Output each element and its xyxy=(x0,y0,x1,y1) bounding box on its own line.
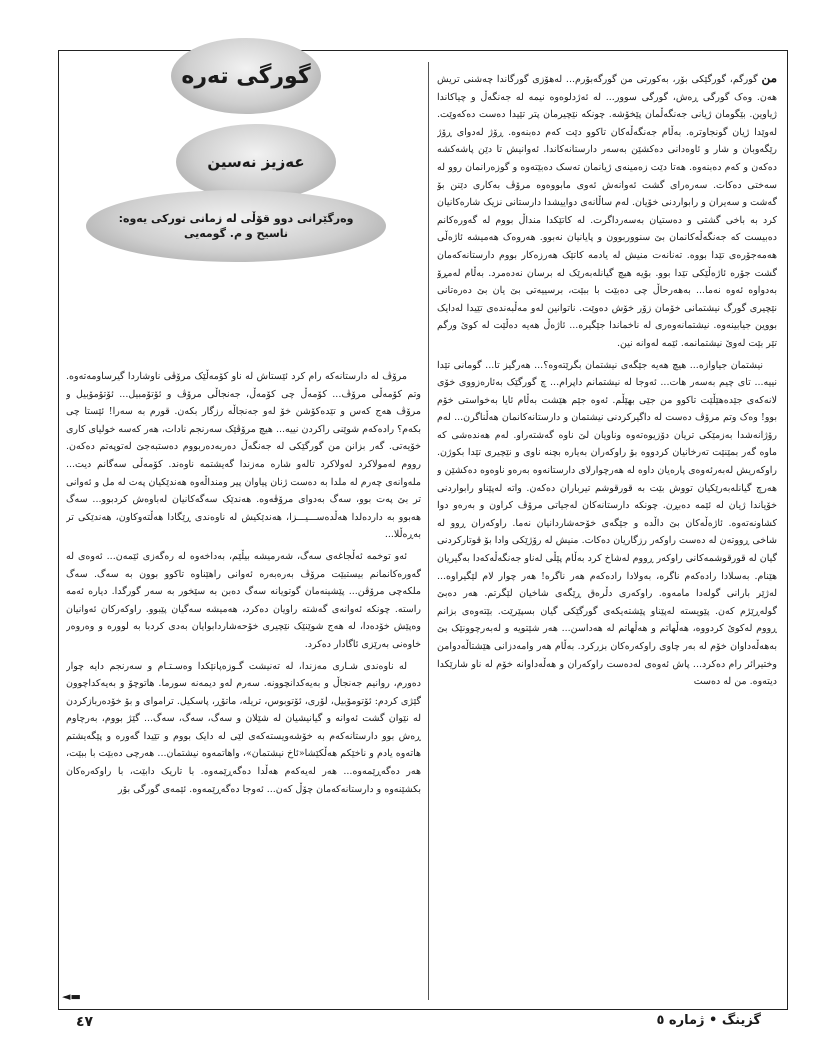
paragraph xyxy=(437,70,777,353)
continue-arrow-icon: ◄▬ xyxy=(62,990,81,1003)
article-author: عەزیز نەسین xyxy=(207,153,305,171)
paragraph-text: گورگم، گورگێکی بۆر، بەکورتی من گورگەبۆرم... لەهۆزی گورگاندا چەشنی تریش هەن. وەک گورگی ڕەش، گورگی سوور... لە ئەژدلوەوە نیمە لە جەنگەڵ و چیاکاندا ژیاوین. بێگومان ژیانی جەنگەڵمان پێخۆشە. چونکە نێچیرمان پتر تێیدا دەست دەکەوێت. لەوێدا ژیان گونجاوترە. بەڵام جەنگەڵەکان تاکوو دێت کەم دەبنەوە. ڕۆژ لەدوای ڕۆژ رێگەوبان و شار و ئاوەدانی دەکشێن بەسەر دارستانەکاندا. ئەوانیش تا دێن پاشەکشە دەکەن و کەم دەبنەوە. هەتا دێت زەمینەی ژیانمان تەسک دەبێتەوە و گوزەرانمان روو لە سەختی دەکات. سەرەرای گشت ئەوانەش ئەوی مابووەوە مرۆڤ بەکاری دێنن بۆ گەشت و سەیران و رابواردنی خۆیان. لەم ساڵانەی دواییشدا دارستانی نزیک شارەکانیان کرد بە باخی گشتی و دەستیان بەسەرداگرت. لە کاتێکدا منداڵ بووم لە گەورەکانم دەبیست کە جەنگەڵەکانمان بێ سنووربوون و پایانیان نەبوو. هەروەک هەمیشە ئاژەڵی هەمەجۆرەی تێدا بووە. تەنانەت منیش لە یادمە کاتێک هەرزەکار بووم دارستانەکەمان گشت جۆرە ئاژەڵێکی تێدا بوو. بۆیە هیچ گیانلەبەرێک لە برسان نەدەمرد. بەڵام لەمڕۆ بەدواوە ئەوە نەما... بەهەرحاڵ چی دەبێت با ببێت، برسییەتی بێ یان بێ دەرەتانی نێچیری گورگ نیشتمانی خۆمان زۆر خۆش دەوێت. ناتوانین لەو مەڵبەندەی تێیدا لەدایک بووین جیابینەوە. نیشتمانەوەری لە ناخماندا جێگیرە... ئاژەڵ هەیە دەڵێت لە کوێ ورگم تێر بێت لەوێ نیشتمانمە. ئێمە لەوانە نین. xyxy=(437,74,777,349)
lead-word: من xyxy=(761,71,777,85)
column-divider xyxy=(428,62,429,1000)
right-column xyxy=(437,70,777,998)
translator-ellipse xyxy=(86,190,386,262)
page-number: ٤٧ xyxy=(76,1014,94,1030)
translator-credit: وەرگێرانی دوو قۆڵی لە زمانی تورکی یەوە: ناسیح و م. گومەیی xyxy=(118,211,354,240)
title-block xyxy=(86,38,376,258)
paragraph: نیشتمان جیاوازە... هیچ هەیە جێگەی نیشتمان بگرێتەوە؟... هەرگیز تا... گومانی تێدا نییە... تای چیم بەسەر هات... ئەوجا لە نیشتمانم داپرام... چ گورگێک بەئارەزووی خۆی لانەکەی جێدەهێڵێت تاکوو من جێی بهێڵم. ئەوە جێم هێشت بەڵام ئایا بەخواستی خۆم بوو! وەک وتم مرۆڤ دەست لە داگیرکردنی نیشتمان و دارستانەکانمان هەڵناگرن... لەم رۆژانەشدا بەزمێکی تریان دۆزیوەتەوە وناویان لێ ناوە گەشتەراو. لەم هەندەشی کە ماوە گەر بمێنێت تەرخانیان کردووە بۆ راوکەران بەیارە بچنە ناوی و نێچیری تێدا بکوژن. راوکەریش لەبەرئەوەی پارەیان داوە لە هەرچوارلای دارستانەوە بەرەو ناوەوە دەکشێن و هەرچ گیانلەبەرێکیان تووش بێت بە قورقوشم تیرباران دەکەن. واتە لەپێناو رابواردنی خۆیاندا ژیان لە ئێمە دەبڕن. چونکە دارستانەکان لەجیاتی مرۆڤ کراون و بەرەو دوا کشاونەتەوە. ئاژەڵەکان بێ داڵدە و جێگەی خۆحەشاردانیان نەما. راوکەران ڕوو لە شاخی ڕووتەن لە دەست راوکەر رزگاریان دەکات. منیش لە رۆژێکی وادا بۆ قوتارکردنی گیان لە قورقوشمەکانی راوکەر ڕووم لەشاخ کرد بەڵام پێڵی لەناو جەنگەڵەکەدا بەگیریان هێنام. بەسلادا رادەکەم ناگرە، بەولادا رادەکەم هەر ناگرە! هەر چوار لام لێگیراوە... لەژێر بارانی گولەدا مامەوە. راوکەری دڵرەق ڕێگەی شاخیان لێگرتم. هەر دەبێ گولەڕێژم کەن. پێویستە لەپێناو پێشتەیکەی گورگێکی گیان بسپێرێت. بێتەوەی بزانم ڕووم لەکوێ کردووە، هەڵهاتم و هەڵهاتم لە هەداسن... هەر شێتویە و لەبەرچوونێک بێ بەهەڵەداوان خۆم لە بەر چاوی راوکەرەکان بزرکرد. بەڵام هەر وامەدزانی هێشتاڵەدوامن وختیرائر رام دەکرد... پاش ئەوەی لەدەست راوکەران و هەڵەداوانە خۆم لە ناو شارێکدا دیتەوە. من لە دەست xyxy=(437,359,777,688)
article-title: گورگی تەرە xyxy=(181,63,311,89)
left-column xyxy=(66,368,421,1000)
magazine-name: گزینگ • ژمارە ٥ xyxy=(656,1013,761,1028)
author-ellipse xyxy=(176,124,336,200)
paragraph: مرۆڤ لە دارستانەکە رام کرد ئێستاش لە ناو کۆمەڵێک مرۆڤی ناوشاردا گیرساومەتەوە. وتم کۆمەڵی مرۆڤ... کۆمەڵ چی کۆمەڵ، جەنجاڵی مرۆڤ و ئۆتۆمبیل... ئۆتۆمۆبیل و مرۆڤ هەج کەس و تێدەکۆشن خۆ لەو جەنجاڵە رزگار بکەن. قورم بە سەرا! ئێستا چی بکەم؟ رادەکەم شوێنی راکردن نییە... هیچ مرۆڤێک سەرنجم نادات، هەر کەسە خولیای کاری خۆیەتی. گەر بزانن من گورگێکی لە جەنگەڵ دەربەدەربووم دەستبەجێ لەتوپەتم دەکەن. رووم لەمولاکرد لەولاکرد تالەو شارە مەزندا گەیشتمە ناوەند. کۆمەڵی سەگانم دیت... ملەوانەی چەرم لە ملدا بە دەست ژنان پیاوان پیر ومنداڵەوە هەندێکیان پەت لە مل و ئەوانی تر بێ پەت بوو، سەگ بەدوای مرۆڤەوە. هەندێک سەگەکانیان لەباوەش کردبوو... سەگ هەبوو بە داردەلدا هەڵدەســـیـــزا، هەندێکیش لە ناوەندی ڕێگادا هەڵتەوکاون، هەندێکی تر بەڕەڵلا... xyxy=(66,371,421,541)
title-ellipse xyxy=(171,38,321,114)
paragraph: ئەو توخمە ئەڵجاغەی سەگ، شەرمیشە بیڵێم، بەداخەوە لە رەگەزی ئێمەن... ئەوەی لە گەورەکانمانم بیستبێت مرۆڤ بەرەبەرە ئەوانی راهێناوە تاکوو بوون بە سەگ. سەگ ملکەچی مرۆڤن... پێشینەمان گوتویانە سەگ دەبن بە سێخور بە سەر گورگدا. دیارە ئەمە راستە. چونکە ئەوانەی گەشتە راویان دەکرد، هەمیشە سەگیان پێبوو. راوکەرکان ئەوانیان وەپێش خۆدەدا، لە هەج شوێنێک نێچیری خۆحەشاردابوایان بەدی کردبا بە لوورە و وەروەر خاوەنی بەرێزی ئاگادار دەکرد. xyxy=(66,550,421,650)
paragraph: لە ناوەندی شـاری مەزندا، لە تەنیشت گـوزەپانێکدا وەسـتـام و سەرنجم دایە چوار دەورم، روانیم جەنجاڵ و بەیەکدانچوونە. سەرم لەو دیمەنە سورما. هاتوچۆ و بەیەکداچوون گێژی کردم: ئۆتومۆبیل، لۆری، ئۆتوبوس، تریلە، ماتۆڕ، پاسکیل. تراموای و بۆ خۆدەربازکردن لە نێوان گشت ئەوانە و گیانیشیان لە شێلان و سەگ، سەگ، سەگ... گێژ بووم، بەرچاوم ڕەش بوو دارستانەکەم بە خۆشەویستەکەی لێی لە دایک بووم و تێیدا گەورە و پێگەیشتم هاتەوە یادم و ناخێکم هەڵکێشا«ئاخ نیشتمان»، واهاتمەوە نیشتمان... هەرچی دەبێت با ببێت، هەر دەگەڕێمەوە... هەر لەیەکەم هەڵدا دەگەڕێمەوە. با تاریک دابێت، با راوکەرەکان بکشێنەوە و دارستانەکەمان چۆڵ کەن... ئەوجا دەگەڕێمەوە. ئێمەی گورگی بۆر xyxy=(66,660,421,795)
